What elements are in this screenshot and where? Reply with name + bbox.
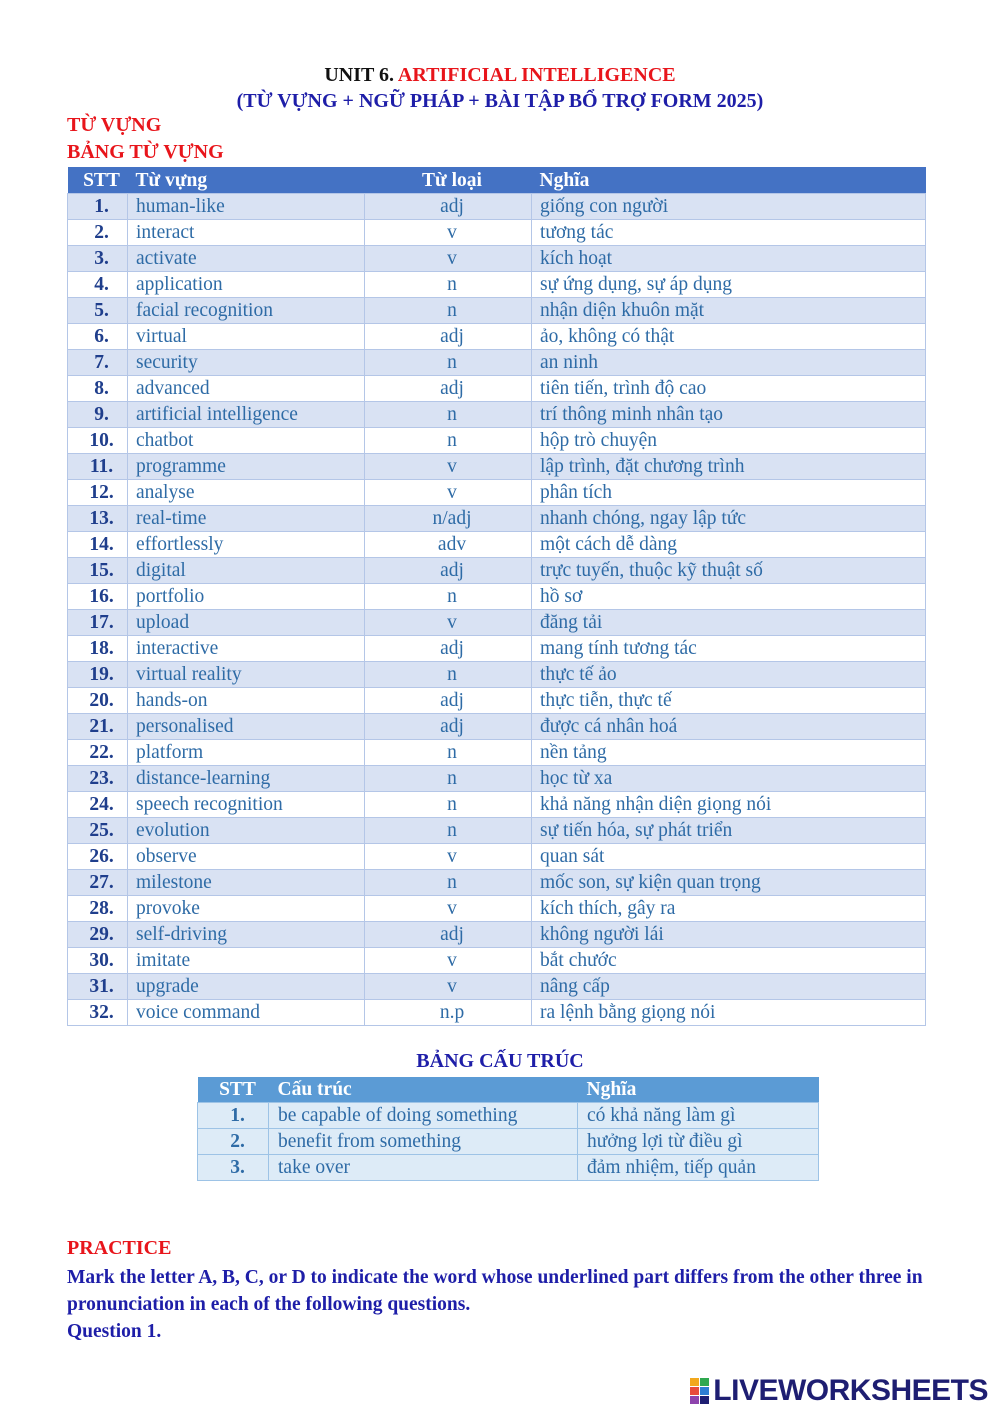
vocab-word: activate	[128, 246, 365, 272]
vocab-word-type: adj	[365, 922, 532, 948]
vocab-meaning: hộp trò chuyện	[532, 428, 926, 454]
vocab-word-type: v	[365, 220, 532, 246]
vocab-row	[68, 1000, 926, 1026]
structure-meaning: có khả năng làm gì	[578, 1103, 819, 1129]
vocab-stt: 21.	[68, 714, 128, 740]
vocab-meaning: phân tích	[532, 480, 926, 506]
vocab-meaning: thực tiễn, thực tế	[532, 688, 926, 714]
vocab-word-type: adj	[365, 688, 532, 714]
vocab-word-type: adv	[365, 532, 532, 558]
vocab-meaning: được cá nhân hoá	[532, 714, 926, 740]
vocab-stt: 13.	[68, 506, 128, 532]
vocab-stt: 1.	[68, 194, 128, 220]
vocab-word: upgrade	[128, 974, 365, 1000]
vocab-word: evolution	[128, 818, 365, 844]
vocab-stt: 28.	[68, 896, 128, 922]
vocab-meaning: giống con người	[532, 194, 926, 220]
vocab-stt: 31.	[68, 974, 128, 1000]
vocab-meaning: đăng tải	[532, 610, 926, 636]
vocab-word: facial recognition	[128, 298, 365, 324]
vocab-word-type: adj	[365, 714, 532, 740]
vocab-word: imitate	[128, 948, 365, 974]
liveworksheets-brand[interactable]	[690, 1374, 988, 1408]
section-vocab-table: BẢNG TỪ VỰNG	[67, 141, 224, 163]
vocab-row	[68, 792, 926, 818]
vocab-stt: 11.	[68, 454, 128, 480]
vocab-word: security	[128, 350, 365, 376]
vocab-meaning: tiên tiến, trình độ cao	[532, 376, 926, 402]
vocab-row	[68, 688, 926, 714]
vocab-row	[68, 766, 926, 792]
structure-text: take over	[269, 1155, 578, 1181]
liveworksheets-logo-icon	[690, 1378, 710, 1404]
vocab-meaning: ảo, không có thật	[532, 324, 926, 350]
vocab-word-type: adj	[365, 558, 532, 584]
vocab-stt: 2.	[68, 220, 128, 246]
structure-stt: 3.	[198, 1155, 269, 1181]
vocab-word: speech recognition	[128, 792, 365, 818]
vocab-word-type: n/adj	[365, 506, 532, 532]
structure-text: be capable of doing something	[269, 1103, 578, 1129]
structure-row	[198, 1103, 819, 1129]
vocab-word-type: n	[365, 740, 532, 766]
practice-instructions	[67, 1264, 957, 1345]
vocab-word-type: adj	[365, 376, 532, 402]
vocab-word: human-like	[128, 194, 365, 220]
vocab-row	[68, 402, 926, 428]
vocab-stt: 26.	[68, 844, 128, 870]
vocab-word: interactive	[128, 636, 365, 662]
vocab-meaning: không người lái	[532, 922, 926, 948]
vocab-stt: 8.	[68, 376, 128, 402]
structure-header-row	[198, 1077, 819, 1103]
vocab-meaning: một cách dễ dàng	[532, 532, 926, 558]
vocab-word-type: v	[365, 610, 532, 636]
vocab-word-type: n	[365, 402, 532, 428]
vocab-stt: 10.	[68, 428, 128, 454]
vocab-row	[68, 974, 926, 1000]
vocab-word: milestone	[128, 870, 365, 896]
vocab-stt: 4.	[68, 272, 128, 298]
vocab-meaning: bắt chước	[532, 948, 926, 974]
structure-row	[198, 1155, 819, 1181]
vocab-word-type: v	[365, 948, 532, 974]
vocab-stt: 15.	[68, 558, 128, 584]
vocab-meaning: trực tuyến, thuộc kỹ thuật số	[532, 558, 926, 584]
structure-meaning: đảm nhiệm, tiếp quản	[578, 1155, 819, 1181]
instruction-text: Mark the letter A, B, C, or D to indicate the word whose underlined part differs from the other three in pronunciation in each of the following questions.	[67, 1267, 923, 1315]
vocab-word: virtual reality	[128, 662, 365, 688]
structure-header-meaning: Nghĩa	[586, 1079, 637, 1100]
vocab-stt: 14.	[68, 532, 128, 558]
vocab-row	[68, 844, 926, 870]
vocab-word-type: adj	[365, 194, 532, 220]
vocab-meaning: mốc son, sự kiện quan trọng	[532, 870, 926, 896]
vocab-meaning: quan sát	[532, 844, 926, 870]
vocab-word: chatbot	[128, 428, 365, 454]
vocab-stt: 7.	[68, 350, 128, 376]
vocab-row	[68, 324, 926, 350]
vocab-meaning: an ninh	[532, 350, 926, 376]
vocab-stt: 32.	[68, 1000, 128, 1026]
vocab-row	[68, 818, 926, 844]
brand-name: LIVEWORKSHEETS	[713, 1374, 988, 1407]
vocab-row	[68, 454, 926, 480]
structure-header-stt: STT	[219, 1079, 256, 1100]
vocab-word: hands-on	[128, 688, 365, 714]
vocab-word-type: v	[365, 844, 532, 870]
vocab-stt: 18.	[68, 636, 128, 662]
vocab-row	[68, 662, 926, 688]
section-vocabulary: TỪ VỰNG	[67, 114, 162, 136]
unit-label: UNIT 6.	[324, 64, 395, 86]
vocab-row	[68, 506, 926, 532]
vocab-meaning: nhanh chóng, ngay lập tức	[532, 506, 926, 532]
vocab-word: analyse	[128, 480, 365, 506]
vocab-stt: 12.	[68, 480, 128, 506]
vocab-word-type: v	[365, 896, 532, 922]
vocab-row	[68, 428, 926, 454]
vocab-stt: 6.	[68, 324, 128, 350]
vocab-word-type: n	[365, 272, 532, 298]
vocab-meaning: tương tác	[532, 220, 926, 246]
vocab-meaning: thực tế ảo	[532, 662, 926, 688]
vocab-word: real-time	[128, 506, 365, 532]
vocab-word: portfolio	[128, 584, 365, 610]
vocab-meaning: khả năng nhận diện giọng nói	[532, 792, 926, 818]
vocab-word: platform	[128, 740, 365, 766]
vocab-row	[68, 480, 926, 506]
vocab-stt: 22.	[68, 740, 128, 766]
vocab-word-type: n	[365, 792, 532, 818]
vocab-word-type: v	[365, 454, 532, 480]
vocab-stt: 27.	[68, 870, 128, 896]
vocab-meaning: lập trình, đặt chương trình	[532, 454, 926, 480]
vocab-meaning: nền tảng	[532, 740, 926, 766]
document-subtitle: (TỪ VỰNG + NGỮ PHÁP + BÀI TẬP BỔ TRỢ FORM 2025)	[236, 90, 764, 112]
structure-meaning: hưởng lợi từ điều gì	[578, 1129, 819, 1155]
vocab-word: voice command	[128, 1000, 365, 1026]
vocab-meaning: nhận diện khuôn mặt	[532, 298, 926, 324]
vocab-row	[68, 532, 926, 558]
vocab-row	[68, 350, 926, 376]
header-word-type: Từ loại	[422, 169, 482, 191]
question-label: Question 1.	[67, 1321, 162, 1342]
vocab-word-type: v	[365, 246, 532, 272]
vocab-row	[68, 298, 926, 324]
header-stt: STT	[83, 169, 120, 191]
vocab-meaning: học từ xa	[532, 766, 926, 792]
vocab-word: advanced	[128, 376, 365, 402]
vocab-row	[68, 922, 926, 948]
vocab-stt: 19.	[68, 662, 128, 688]
vocab-row	[68, 896, 926, 922]
vocab-meaning: hồ sơ	[532, 584, 926, 610]
vocab-word-type: n	[365, 818, 532, 844]
vocab-row	[68, 194, 926, 220]
vocab-stt: 29.	[68, 922, 128, 948]
header-meaning: Nghĩa	[539, 169, 590, 191]
vocab-word: provoke	[128, 896, 365, 922]
structure-stt: 2.	[198, 1129, 269, 1155]
vocab-stt: 25.	[68, 818, 128, 844]
vocab-row	[68, 584, 926, 610]
structure-table	[197, 1077, 819, 1181]
vocab-row	[68, 870, 926, 896]
vocab-word-type: n	[365, 766, 532, 792]
vocab-word: observe	[128, 844, 365, 870]
vocab-meaning: kích hoạt	[532, 246, 926, 272]
vocab-word-type: n	[365, 662, 532, 688]
vocab-stt: 24.	[68, 792, 128, 818]
vocab-row	[68, 220, 926, 246]
vocab-meaning: nâng cấp	[532, 974, 926, 1000]
vocab-word-type: n	[365, 428, 532, 454]
vocab-stt: 23.	[68, 766, 128, 792]
vocab-row	[68, 272, 926, 298]
header-word: Từ vựng	[135, 169, 208, 191]
unit-topic: ARTIFICIAL INTELLIGENCE	[397, 64, 676, 86]
vocab-word: effortlessly	[128, 532, 365, 558]
vocab-row	[68, 246, 926, 272]
vocab-word-type: n	[365, 298, 532, 324]
vocab-word-type: adj	[365, 636, 532, 662]
vocab-word-type: n	[365, 350, 532, 376]
vocab-meaning: mang tính tương tác	[532, 636, 926, 662]
vocab-meaning: sự ứng dụng, sự áp dụng	[532, 272, 926, 298]
vocab-meaning: kích thích, gây ra	[532, 896, 926, 922]
vocab-word: programme	[128, 454, 365, 480]
vocab-stt: 9.	[68, 402, 128, 428]
vocab-word: artificial intelligence	[128, 402, 365, 428]
vocab-row	[68, 740, 926, 766]
vocab-stt: 16.	[68, 584, 128, 610]
vocab-row	[68, 636, 926, 662]
vocab-word-type: v	[365, 480, 532, 506]
vocab-word: personalised	[128, 714, 365, 740]
vocab-row	[68, 948, 926, 974]
structure-header-structure: Cấu trúc	[277, 1079, 352, 1100]
structure-title: BẢNG CẤU TRÚC	[416, 1050, 584, 1072]
structure-stt: 1.	[198, 1103, 269, 1129]
vocab-row	[68, 376, 926, 402]
vocab-word: self-driving	[128, 922, 365, 948]
vocab-row	[68, 714, 926, 740]
vocab-word-type: adj	[365, 324, 532, 350]
structure-text: benefit from something	[269, 1129, 578, 1155]
vocab-word: interact	[128, 220, 365, 246]
vocab-stt: 17.	[68, 610, 128, 636]
vocab-word: application	[128, 272, 365, 298]
vocab-row	[68, 558, 926, 584]
vocab-word: digital	[128, 558, 365, 584]
vocab-word-type: v	[365, 974, 532, 1000]
practice-heading: PRACTICE	[67, 1237, 172, 1259]
vocab-row	[68, 610, 926, 636]
vocab-word-type: n	[365, 870, 532, 896]
document-title	[0, 62, 1000, 88]
vocab-stt: 20.	[68, 688, 128, 714]
vocab-stt: 3.	[68, 246, 128, 272]
vocab-word-type: n	[365, 584, 532, 610]
vocabulary-table	[67, 167, 926, 1026]
structure-row	[198, 1129, 819, 1155]
vocab-stt: 5.	[68, 298, 128, 324]
vocab-meaning: ra lệnh bằng giọng nói	[532, 1000, 926, 1026]
vocab-meaning: sự tiến hóa, sự phát triển	[532, 818, 926, 844]
vocab-stt: 30.	[68, 948, 128, 974]
vocab-word: distance-learning	[128, 766, 365, 792]
vocab-word: upload	[128, 610, 365, 636]
vocab-word: virtual	[128, 324, 365, 350]
vocab-word-type: n.p	[365, 1000, 532, 1026]
vocab-header-row	[68, 167, 926, 194]
vocab-meaning: trí thông minh nhân tạo	[532, 402, 926, 428]
